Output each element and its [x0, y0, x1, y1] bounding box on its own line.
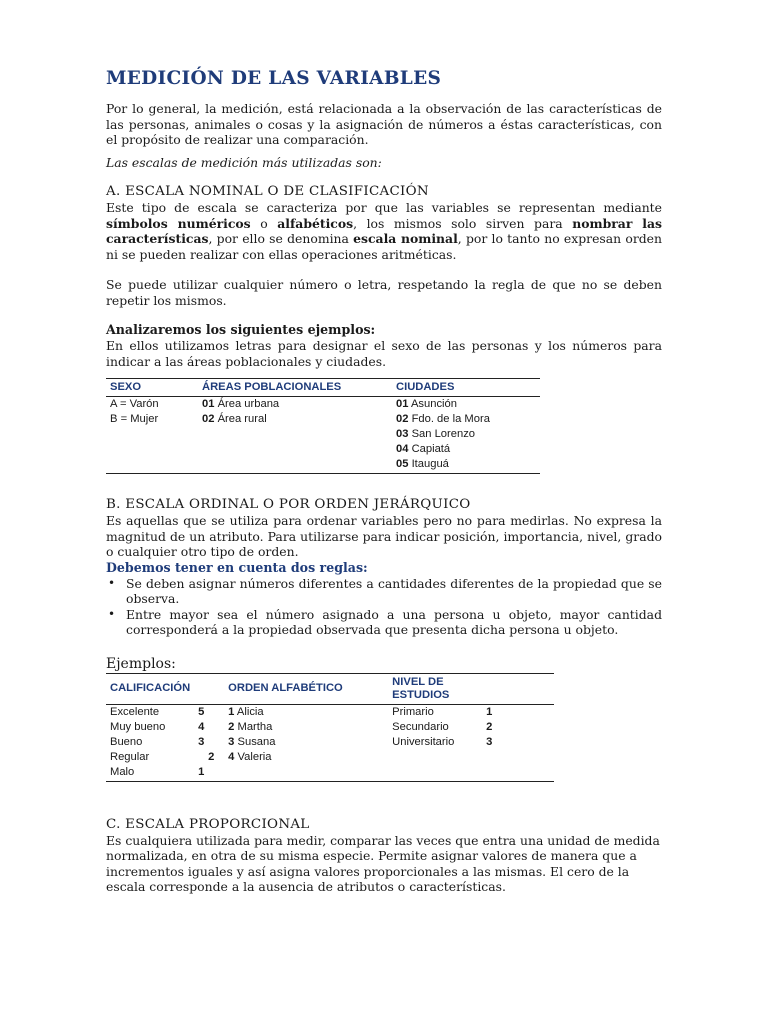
table-cell: 01 Asunción [396, 398, 457, 410]
table-row [106, 412, 540, 427]
table-cell: A = Varón [110, 398, 159, 410]
table-row [106, 720, 554, 735]
table-cell: 05 Itauguá [392, 457, 540, 474]
table-cell: Regular [110, 750, 150, 763]
table-cell: 02 Área rural [202, 413, 267, 425]
table-header: SEXO [106, 379, 198, 397]
ordinal-table [106, 673, 554, 782]
table-cell: 1 Alicia [228, 705, 264, 718]
bold-span: nombrar las características [106, 215, 662, 246]
rules-list [106, 576, 662, 638]
document-page [106, 68, 662, 895]
table-cell: Malo [106, 765, 194, 782]
table-cell: B = Mujer [110, 413, 159, 425]
table-cell: 04 Capiatá [396, 443, 451, 455]
bold-span: alfabéticos [277, 215, 354, 231]
table-cell: Secundario [392, 720, 449, 733]
section-b-paragraph-1: Es aquellas que se utiliza para ordenar variables pero no para medirlas. No expresa la magnitud de un atributo. Para utilizarse para indicar posición, importancia, nivel, grado o cualquier otro tipo de orden. [106, 513, 662, 559]
table-row [106, 735, 554, 750]
section-b-examples-heading: Ejemplos: [106, 655, 176, 672]
table-header: ÁREAS POBLACIONALES [198, 379, 392, 397]
table-row [106, 427, 540, 442]
bold-span: escala nominal [353, 231, 458, 246]
table-cell: 03 San Lorenzo [396, 428, 476, 440]
section-c-paragraph-1: Es cualquiera utilizada para medir, comparar las veces que entra una unidad de medida normalizada, en otra de su misma especie. Permite asignar valores de manera que a incrementos iguales y así asigna valores proporcionales a las mismas. El cero de la escala corresponde a la ausencia de atributos o características. [106, 832, 660, 894]
intro-scales-line: Las escalas de medición más utilizadas son: [106, 154, 382, 170]
table-cell: 01 Área urbana [202, 398, 280, 410]
text-span: , por ello se denomina [208, 231, 354, 246]
nominal-table [106, 378, 540, 474]
table-row [106, 442, 540, 457]
table-cell: 1 [486, 705, 493, 718]
table-header: NIVEL DE ESTUDIOS [388, 673, 482, 704]
table-cell: Muy bueno [110, 720, 166, 733]
page-title: MEDICIÓN DE LAS VARIABLES [106, 68, 442, 89]
section-b-heading: B. ESCALA ORDINAL O POR ORDEN JERÁRQUICO [106, 497, 471, 512]
text-span: o [250, 215, 278, 231]
text-span: Este tipo de escala se caracteriza por que las variables se representan mediante [106, 200, 662, 215]
list-item: • Entre mayor sea el número asignado a una persona u objeto, mayor cantidad corresponderá a la propiedad observada que presenta dicha persona u objeto. [106, 607, 662, 638]
table-cell: 4 [198, 720, 205, 733]
table-row [106, 765, 554, 782]
section-a-paragraph-2: Se puede utilizar cualquier número o letra, respetando la regla de que no se deben repetir los mismos. [106, 277, 662, 308]
table-cell: 02 Fdo. de la Mora [396, 413, 490, 425]
section-a-heading: A. ESCALA NOMINAL O DE CLASIFICACIÓN [106, 184, 429, 199]
table-cell: 2 Martha [228, 720, 273, 733]
table-cell: 3 Susana [228, 735, 276, 748]
table-cell: 4 Valeria [228, 750, 272, 763]
table-cell: 5 [198, 705, 205, 718]
table-header: CIUDADES [392, 379, 540, 397]
table-header: CALIFICACIÓN [106, 673, 194, 704]
table-cell: Primario [392, 705, 434, 718]
text-span: , por lo tanto no expresan orden ni se pueden realizar con ellas operaciones aritméticas. [106, 231, 662, 262]
table-cell: Excelente [110, 705, 160, 718]
table-row [106, 457, 540, 474]
table-cell: 3 [198, 735, 205, 748]
bold-span: símbolos numéricos [106, 215, 251, 231]
text-span: , los mismos solo sirven para [353, 215, 573, 231]
table-header: ORDEN ALFABÉTICO [224, 673, 388, 704]
table-cell: 2 [486, 720, 493, 733]
section-c-heading: C. ESCALA PROPORCIONAL [106, 816, 310, 832]
section-a-examples-text: En ellos utilizamos letras para designar el sexo de las personas y los números para indicar a las áreas poblacionales y ciudades. [106, 338, 662, 369]
table-cell: Bueno [110, 735, 143, 748]
table-row [106, 704, 554, 720]
section-b-rules-heading: Debemos tener en cuenta dos reglas: [106, 559, 368, 575]
section-a-paragraph-1 [106, 200, 662, 262]
table-cell: 3 [486, 735, 493, 748]
table-row [106, 397, 540, 413]
table-row [106, 750, 554, 765]
list-item: • Se deben asignar números diferentes a cantidades diferentes de la propiedad que se observa. [106, 576, 662, 607]
table-cell: Universitario [392, 735, 455, 748]
table-cell: 2 [208, 750, 215, 763]
intro-paragraph: Por lo general, la medición, está relacionada a la observación de las características de las personas, animales o cosas y la asignación de números a éstas características, con el propósito de realizar una comparación. [106, 101, 662, 147]
table-cell: 1 [194, 765, 224, 782]
section-a-examples-heading: Analizaremos los siguientes ejemplos: [106, 322, 376, 337]
